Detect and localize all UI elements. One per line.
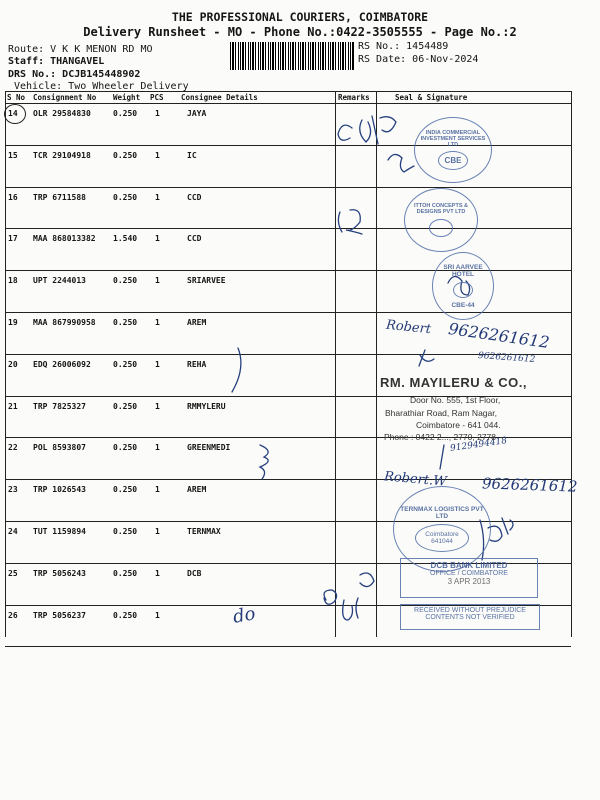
col-header-weight: Weight — [113, 93, 141, 102]
row-weight: 0.250 — [113, 109, 138, 118]
received-stamp-line1: RECEIVED WITHOUT PREJUDICE — [414, 607, 526, 614]
row-pcs: 1 — [155, 569, 160, 578]
staff-label: Staff: THANGAVEL — [8, 56, 105, 67]
sri-aarvee-hotel-stamp — [432, 252, 494, 320]
row-weight: 0.250 — [113, 402, 138, 411]
received-stamp-line2: CONTENTS NOT VERIFIED — [425, 614, 515, 621]
india-commercial-stamp-text: INDIA COMMERCIAL INVESTMENT SERVICES LTD — [420, 130, 486, 148]
row-sno: 19 — [8, 318, 18, 327]
row-consignment: TUT 1159894 — [33, 527, 86, 536]
ittoh-concepts-stamp-text: ITTOH CONCEPTS & DESIGNS PVT LTD — [414, 203, 468, 215]
rs-date: RS Date: 06-Nov-2024 — [358, 54, 479, 65]
row-pcs: 1 — [155, 151, 160, 160]
row-consignee: CCD — [187, 234, 202, 243]
row-pcs: 1 — [155, 193, 160, 202]
row-consignee: GREENMEDI — [187, 443, 231, 452]
row-consignee: AREM — [187, 485, 207, 494]
received-stamp — [400, 604, 540, 630]
row-sno: 17 — [8, 234, 18, 243]
row-consignment: TRP 5056237 — [33, 611, 86, 620]
row-consignee: TERNMAX — [187, 527, 221, 536]
row-weight: 0.250 — [113, 360, 138, 369]
row-pcs: 1 — [155, 611, 160, 620]
dcb-stamp-name: DCB BANK LIMITED — [430, 561, 508, 570]
row-consignment: TRP 5056243 — [33, 569, 86, 578]
col-header-consignee: Consignee Details — [181, 93, 258, 102]
rm-company-door: Door No. 555, 1st Floor, — [410, 395, 501, 405]
row-sno: 23 — [8, 485, 18, 494]
handwritten-phone-2: 9626261612 — [481, 474, 578, 496]
col-header-remarks: Remarks — [338, 93, 370, 102]
row-sno: 26 — [8, 611, 18, 620]
row-sno: 25 — [8, 569, 18, 578]
row-consignee: REHA — [187, 360, 207, 369]
col-header-consignment: Consignment No — [33, 93, 97, 102]
row-weight: 0.250 — [113, 193, 138, 202]
handwritten-name-2: Robert.W — [383, 469, 448, 490]
row-consignment: OLR 29584830 — [33, 109, 91, 118]
row-consignment: TCR 29104918 — [33, 151, 91, 160]
row-weight: 0.250 — [113, 443, 138, 452]
row-weight: 0.250 — [113, 151, 138, 160]
row-consignee: IC — [187, 151, 197, 160]
handwritten-do-mark: do — [231, 603, 258, 628]
runsheet-subtitle: Delivery Runsheet - MO - Phone No.:0422-3505555 - Page No.:2 — [83, 25, 517, 39]
row-consignee: CCD — [187, 193, 202, 202]
row-consignee: SRIARVEE — [187, 276, 226, 285]
ittoh-concepts-stamp — [404, 188, 478, 252]
row-sno: 20 — [8, 360, 18, 369]
row-pcs: 1 — [155, 443, 160, 452]
row-sno: 15 — [8, 151, 18, 160]
row-consignment: TRP 7825327 — [33, 402, 86, 411]
row-consignment: EDQ 26006092 — [33, 360, 91, 369]
row-weight: 0.250 — [113, 569, 138, 578]
india-commercial-stamp-center: CBE — [438, 151, 469, 170]
row-consignment: TRP 1026543 — [33, 485, 86, 494]
vehicle-label: Vehicle: Two Wheeler Delivery — [14, 81, 189, 92]
row-consignee: DCB — [187, 569, 202, 578]
row-consignment: UPT 2244013 — [33, 276, 86, 285]
row-consignee: AREM — [187, 318, 207, 327]
rm-company-road: Bharathiar Road, Ram Nagar, — [385, 408, 497, 418]
row-sno: 24 — [8, 527, 18, 536]
row-pcs: 1 — [155, 276, 160, 285]
row-pcs: 1 — [155, 402, 160, 411]
rm-company-city: Coimbatore - 641 044. — [416, 420, 501, 430]
row-sno: 18 — [8, 276, 18, 285]
route-label: Route: V K K MENON RD MO — [8, 44, 153, 55]
row-sno: 22 — [8, 443, 18, 452]
ternmax-stamp-text: TERNMAX LOGISTICS PVT LTD — [400, 506, 484, 520]
row-pcs: 1 — [155, 485, 160, 494]
dcb-stamp-office: OFFICE / COIMBATORE — [430, 570, 508, 577]
sri-aarvee-inner-circle — [453, 282, 473, 298]
row-sno: 14 — [8, 109, 18, 118]
company-title: THE PROFESSIONAL COURIERS, COIMBATORE — [171, 10, 429, 24]
row-pcs: 1 — [155, 318, 160, 327]
rm-company-name: RM. MAYILERU & CO., — [380, 375, 527, 390]
row-consignee: RMMYLERU — [187, 402, 226, 411]
rm-company-phone: Phone : 0422 2..., 2770, 2778 — [384, 432, 497, 442]
row-pcs: 1 — [155, 234, 160, 243]
handwritten-phone-1-repeat: 9626261612 — [477, 351, 536, 365]
sri-aarvee-stamp-text: SRI AARVEE HOTEL — [443, 263, 483, 278]
row-consignment: MAA 867990958 — [33, 318, 96, 327]
col-header-sno: S No — [7, 93, 26, 102]
row-pcs: 1 — [155, 527, 160, 536]
col-header-pcs: PCS — [150, 93, 164, 102]
dcb-bank-stamp — [400, 558, 538, 598]
dcb-stamp-date: 3 APR 2013 — [447, 577, 491, 586]
drs-label: DRS No.: DCJB145448902 — [8, 69, 141, 80]
row-weight: 1.540 — [113, 234, 138, 243]
row-weight: 0.250 — [113, 485, 138, 494]
ittoh-inner-circle — [429, 219, 453, 237]
rs-number: RS No.: 1454489 — [358, 41, 449, 52]
handwritten-phone-1: 9626261612 — [447, 319, 551, 352]
row-consignee: JAYA — [187, 109, 207, 118]
handwritten-phone-small: 9129494418 — [449, 436, 508, 454]
row-consignment: TRP 6711588 — [33, 193, 86, 202]
row-weight: 0.250 — [113, 318, 138, 327]
india-commercial-stamp — [414, 117, 492, 183]
row-sno: 21 — [8, 402, 18, 411]
row-weight: 0.250 — [113, 611, 138, 620]
row-consignment: MAA 868013382 — [33, 234, 96, 243]
sri-aarvee-stamp-bottom: CBE-44 — [451, 301, 475, 309]
row-pcs: 1 — [155, 360, 160, 369]
row-weight: 0.250 — [113, 276, 138, 285]
row-consignment: POL 8593807 — [33, 443, 86, 452]
col-header-seal: Seal & Signature — [395, 93, 468, 102]
row-sno: 16 — [8, 193, 18, 202]
handwritten-name-1: Robert — [385, 317, 432, 338]
row-weight: 0.250 — [113, 527, 138, 536]
ternmax-stamp-center: Coimbatore 641044 — [415, 524, 469, 552]
row-pcs: 1 — [155, 109, 160, 118]
